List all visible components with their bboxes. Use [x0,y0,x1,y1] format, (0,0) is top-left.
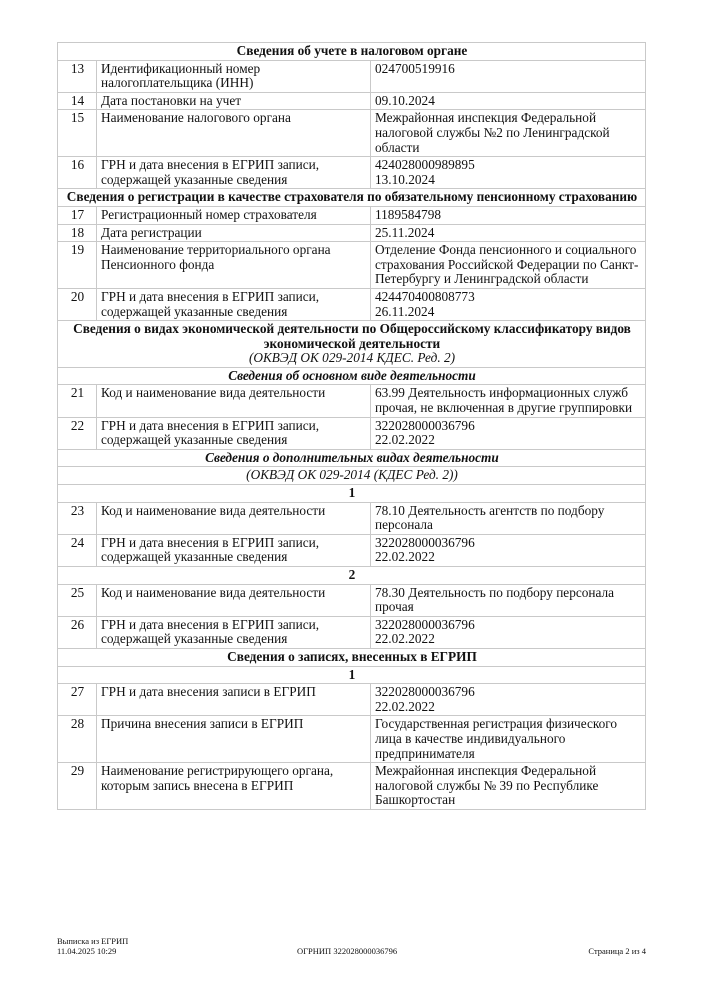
row-label: ГРН и дата внесения записи в ЕГРИП [97,684,371,716]
table-row [58,288,646,320]
grn-date: 22.02.2022 [375,432,435,448]
grn-value: 322028000036796 [375,684,475,700]
grn-date: 13.10.2024 [375,171,435,187]
row-number: 20 [58,288,97,320]
grn-value: 322028000036796 [375,616,475,632]
row-value: Государственная регистрация физического лица в качестве индивидуального предпринимателя [371,716,646,763]
row-value: 25.11.2024 [371,224,646,242]
group-number: 2 [58,567,646,585]
section-header-row [58,43,646,61]
row-number: 22 [58,417,97,449]
subsection-header-row [58,367,646,385]
table-row [58,157,646,189]
subsection-header-row [58,449,646,467]
row-number: 29 [58,763,97,810]
grn-date: 22.02.2022 [375,698,435,714]
row-value [371,157,646,189]
footer-ogrnip: ОГРНИП 322028000036796 [297,945,398,956]
row-label: ГРН и дата внесения в ЕГРИП записи, содержащей указанные сведения [97,616,371,648]
row-number: 23 [58,502,97,534]
row-value: 63.99 Деятельность информационных служб прочая, не включенная в другие группировки [371,385,646,417]
row-number: 24 [58,534,97,566]
row-number: 25 [58,584,97,616]
table-row [58,716,646,763]
grn-value: 322028000036796 [375,534,475,550]
table-row [58,763,646,810]
row-label: Идентификационный номер налогоплательщика (ИНН) [97,60,371,92]
group-number: 1 [58,666,646,684]
table-row [58,417,646,449]
section-pension-title: Сведения о регистрации в качестве страхователя по обязательному пенсионному страхованию [58,189,646,207]
grn-date: 22.02.2022 [375,631,435,647]
row-label: Код и наименование вида деятельности [97,502,371,534]
row-value: 78.30 Деятельность по подбору персонала прочая [371,584,646,616]
table-row [58,502,646,534]
row-value [371,288,646,320]
footer-page-number: Страница 2 из 4 [588,945,646,956]
row-value: 024700519916 [371,60,646,92]
section-header-row [58,648,646,666]
row-value: 09.10.2024 [371,92,646,110]
grn-date: 26.11.2024 [375,303,435,319]
row-value [371,417,646,449]
row-value: 1189584798 [371,206,646,224]
egrip-extract-table [57,42,646,810]
table-row [58,616,646,648]
table-row [58,60,646,92]
table-row [58,92,646,110]
row-number: 26 [58,616,97,648]
row-label: Наименование территориального органа Пенсионного фонда [97,242,371,289]
row-value: Межрайонная инспекция Федеральной налоговой службы №2 по Ленинградской области [371,110,646,157]
row-number: 17 [58,206,97,224]
section-okved-subtitle: (ОКВЭД ОК 029-2014 КДЕС. Ред. 2) [248,350,456,366]
section-okved-title: Сведения о видах экономической деятельности по Общероссийскому классификатору видов экономической деятельности [73,321,631,351]
row-number: 27 [58,684,97,716]
table-row [58,242,646,289]
table-row [58,206,646,224]
grn-date: 22.02.2022 [375,549,435,565]
row-label: Код и наименование вида деятельности [97,385,371,417]
subsection-header-row [58,467,646,485]
row-value: Межрайонная инспекция Федеральной налоговой службы № 39 по Республике Башкортостан [371,763,646,810]
row-label: Код и наименование вида деятельности [97,584,371,616]
row-value: 78.10 Деятельность агентств по подбору персонала [371,502,646,534]
grn-value: 424470400808773 [375,288,475,304]
row-value: Отделение Фонда пенсионного и социального страхования Российской Федерации по Санкт-Петербургу и Ленинградской области [371,242,646,289]
row-number: 28 [58,716,97,763]
group-number: 1 [58,485,646,503]
row-label: Дата регистрации [97,224,371,242]
table-row [58,684,646,716]
section-tax-registration-title: Сведения об учете в налоговом органе [58,43,646,61]
table-row [58,110,646,157]
group-number-row [58,567,646,585]
group-number-row [58,666,646,684]
row-number: 19 [58,242,97,289]
row-value [371,534,646,566]
footer-left [57,937,128,956]
grn-value: 424028000989895 [375,157,475,173]
additional-okved-note: (ОКВЭД ОК 029-2014 (КДЕС Ред. 2)) [58,467,646,485]
section-okved [58,321,646,368]
subsection-additional-activity-title: Сведения о дополнительных видах деятельности [58,449,646,467]
row-number: 21 [58,385,97,417]
row-number: 14 [58,92,97,110]
table-row [58,534,646,566]
section-records-title: Сведения о записях, внесенных в ЕГРИП [58,648,646,666]
row-label: ГРН и дата внесения в ЕГРИП записи, содержащей указанные сведения [97,534,371,566]
row-value [371,616,646,648]
table-row [58,385,646,417]
footer-datetime: 11.04.2025 10:29 [57,945,117,956]
table-row [58,584,646,616]
subsection-main-activity-title: Сведения об основном виде деятельности [58,367,646,385]
row-label: Наименование регистрирующего органа, которым запись внесена в ЕГРИП [97,763,371,810]
row-label: ГРН и дата внесения в ЕГРИП записи, содержащей указанные сведения [97,417,371,449]
row-label: Регистрационный номер страхователя [97,206,371,224]
table-row [58,224,646,242]
row-value [371,684,646,716]
row-label: ГРН и дата внесения в ЕГРИП записи, содержащей указанные сведения [97,157,371,189]
footer-doc-name: Выписка из ЕГРИП [57,936,129,946]
row-label: ГРН и дата внесения в ЕГРИП записи, содержащей указанные сведения [97,288,371,320]
row-number: 16 [58,157,97,189]
row-number: 18 [58,224,97,242]
row-label: Причина внесения записи в ЕГРИП [97,716,371,763]
group-number-row [58,485,646,503]
row-number: 13 [58,60,97,92]
section-header-row [58,189,646,207]
row-number: 15 [58,110,97,157]
grn-value: 322028000036796 [375,417,475,433]
section-header-row [58,321,646,368]
row-label: Дата постановки на учет [97,92,371,110]
row-label: Наименование налогового органа [97,110,371,157]
